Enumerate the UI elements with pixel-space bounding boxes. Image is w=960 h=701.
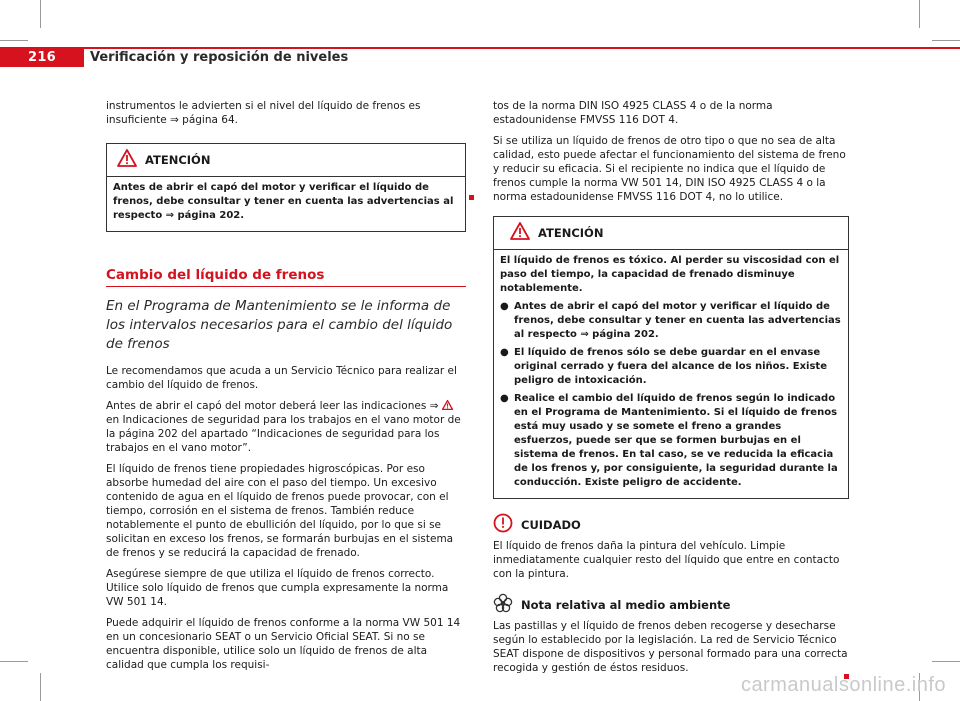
- crop-mark: [40, 673, 41, 701]
- warning-bullet: ● El líquido de frenos sólo se debe guardar en el envase original cerrado y fuera del alcance de los niños. Existe peligro de intoxicación.: [500, 347, 827, 386]
- environment-text: Las pastillas y el líquido de frenos deben recogerse y desecharse según lo establecido por la legislación. La red de Servicio Técnico SEAT dispone de dispositivos y personal formado para una correcta recogida y gestión de éstos residuos.: [493, 620, 848, 674]
- section-subtitle: En el Programa de Mantenimiento se le informa de los intervalos necesarios para el cambio del líquido de frenos: [106, 298, 453, 352]
- environment-title: Nota relativa al medio ambiente: [521, 597, 731, 612]
- warning-box: [493, 216, 849, 499]
- warning-header: [494, 217, 848, 250]
- warning-body: [494, 250, 848, 498]
- caution-title: CUIDADO: [521, 517, 581, 532]
- paragraph-text: en Indicaciones de seguridad para los trabajos en el vano motor de la página 202 del apartado “Indicaciones de seguridad para los trabajos en el vano motor”.: [106, 414, 461, 454]
- caution-header: [493, 513, 849, 536]
- environment-header: [493, 593, 849, 616]
- watermark: carmanualsonline.info: [740, 674, 946, 696]
- page-title: Verificación y reposición de niveles: [90, 50, 349, 65]
- warning-triangle-icon: [442, 400, 453, 412]
- intro-paragraph: instrumentos le advierten si el nivel del líquido de frenos es insuficiente ⇒ página 64.: [106, 100, 421, 126]
- caution-text: El líquido de frenos daña la pintura del vehículo. Limpie inmediatamente cualquier resto del líquido que entre en contacto con la pintura.: [493, 540, 840, 580]
- paragraph: [106, 399, 466, 455]
- warning-bullet: ● Antes de abrir el capó del motor y verificar el líquido de frenos, debe consultar y tener en cuenta las advertencias al respecto ⇒ página 202.: [500, 301, 841, 340]
- end-marker: [469, 190, 474, 204]
- paragraph-text: Antes de abrir el capó del motor deberá leer las indicaciones ⇒: [106, 400, 439, 412]
- crop-mark: [919, 0, 920, 28]
- paragraph: Si se utiliza un líquido de frenos de otro tipo o que no sea de alta calidad, esto puede afectar el funcionamiento del sistema de freno y reducir su eficacia. Si el recipiente no indica que el líquido de frenos cumple la norma VW 501 14, DIN ISO 4925 CLASS 4 o la norma estadounidense FMVSS 116 DOT 4, no lo utilice.: [493, 135, 846, 203]
- page-number: 216: [0, 47, 84, 67]
- crop-mark: [932, 661, 960, 662]
- paragraph: tos de la norma DIN ISO 4925 CLASS 4 o de la norma estadounidense FMVSS 116 DOT 4.: [493, 100, 773, 126]
- flower-icon: [493, 593, 513, 616]
- warning-title: ATENCIÓN: [145, 153, 211, 167]
- paragraph: Le recomendamos que acuda a un Servicio Técnico para realizar el cambio del líquido de frenos.: [106, 365, 457, 391]
- paragraph: Puede adquirir el líquido de frenos conforme a la norma VW 501 14 en un concesionario SEAT o un Servicio Oficial SEAT. Si no se encuentra disponible, utilice solo un líquido de frenos de alta calidad que cumpla los requisi-: [106, 617, 461, 671]
- warning-triangle-icon: [117, 149, 137, 171]
- caution-icon: [493, 513, 513, 536]
- warning-triangle-icon: [510, 222, 530, 244]
- warning-box: [106, 143, 466, 232]
- warning-text: El líquido de frenos es tóxico. Al perder su viscosidad con el paso del tiempo, la capacidad de frenado disminuye notablemente.: [500, 255, 840, 294]
- paragraph: Asegúrese siempre de que utiliza el líquido de frenos correcto. Utilice solo líquido de frenos que cumpla expresamente la norma VW 501 14.: [106, 568, 449, 608]
- left-column: [106, 99, 466, 679]
- crop-mark: [0, 40, 28, 41]
- warning-body: [107, 177, 465, 231]
- paragraph: El líquido de frenos tiene propiedades higroscópicas. Por eso absorbe humedad del aire con el paso del tiempo. Un excesivo contenido de agua en el líquido de frenos puede provocar, con el tiempo, corrosión en el sistema de frenos. También reduce notablemente el punto de ebullición del líquido, por lo que si se solicitan en exceso los frenos, se formarán burbujas en el sistema de frenos y se reducirá la capacidad de frenado.: [106, 463, 454, 559]
- warning-title: ATENCIÓN: [538, 226, 604, 240]
- warning-text: Antes de abrir el capó del motor y verificar el líquido de frenos, debe consultar y tener en cuenta las advertencias al respecto ⇒ página 202.: [113, 182, 454, 221]
- warning-header: [107, 144, 465, 177]
- crop-mark: [0, 661, 28, 662]
- warning-bullet: ● Realice el cambio del líquido de frenos según lo indicado en el Programa de Mantenimiento. Si el líquido de frenos está muy usado y se somete el freno a grandes esfuerzos, puede ser que se formen burbujas en el sistema de frenos. En tal caso, se ve reducida la eficacia de los frenos y, por consiguiente, la seguridad durante la conducción. Existe peligro de accidente.: [500, 393, 838, 488]
- crop-mark: [932, 40, 960, 41]
- right-column: [493, 99, 849, 683]
- crop-mark: [40, 0, 41, 28]
- section-title: Cambio del líquido de frenos: [106, 268, 466, 287]
